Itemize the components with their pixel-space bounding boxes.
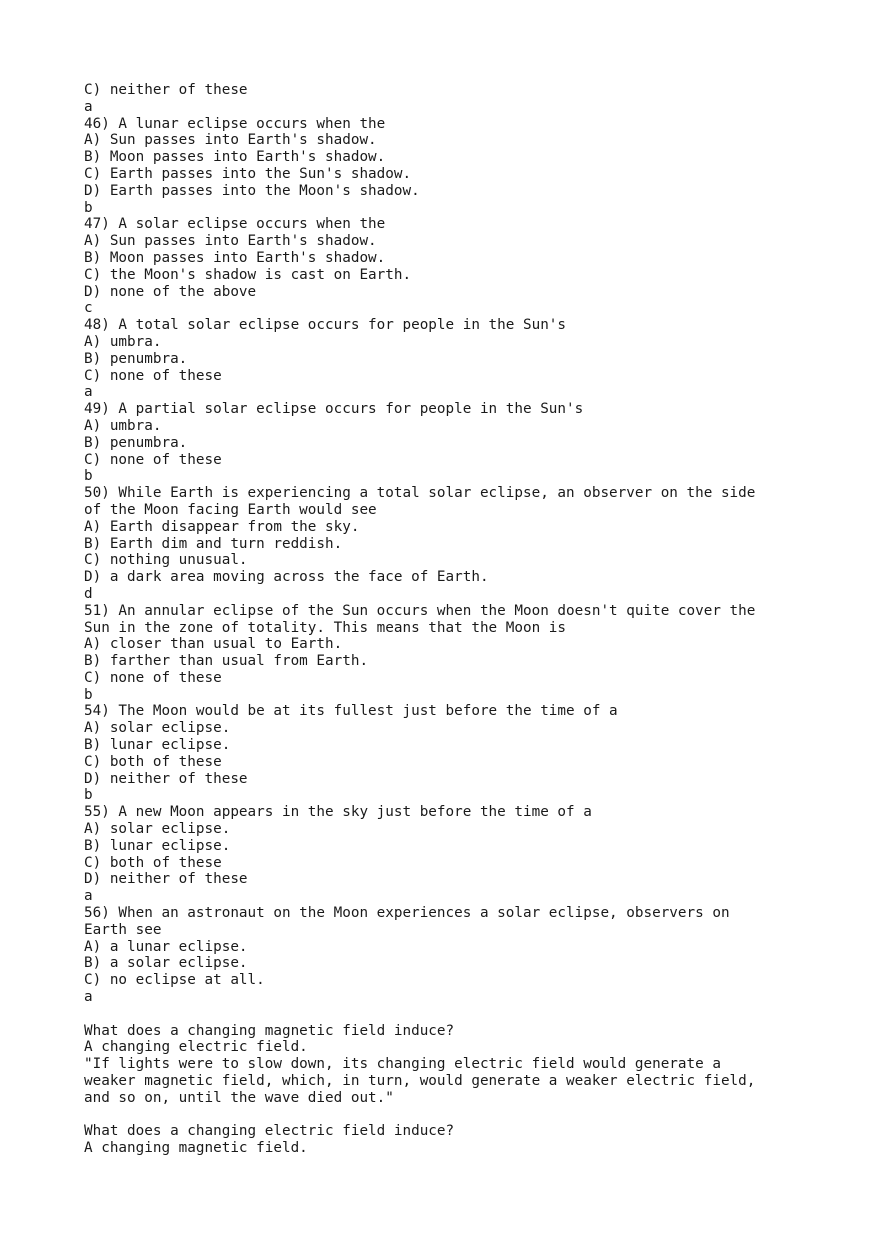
- text-line: C) both of these: [84, 753, 222, 770]
- text-line: c: [84, 300, 93, 317]
- text-line: 47) A solar eclipse occurs when the: [84, 216, 386, 233]
- text-line: C) nothing unusual.: [84, 552, 248, 569]
- document-page: [84, 82, 864, 1157]
- text-line: C) neither of these: [84, 82, 248, 98]
- text-line: A changing magnetic field.: [84, 1140, 308, 1157]
- text-line: D) none of the above: [84, 283, 257, 300]
- text-line: A) umbra.: [84, 333, 162, 350]
- text-line: B) penumbra.: [84, 434, 188, 451]
- text-line: A) solar eclipse.: [84, 720, 231, 737]
- text-line: Sun in the zone of totality. This means that the Moon is: [84, 619, 567, 636]
- blank-line: [84, 1107, 864, 1124]
- text-line: B) farther than usual from Earth.: [84, 653, 369, 670]
- text-line: B) Moon passes into Earth's shadow.: [84, 149, 386, 166]
- text-line: 54) The Moon would be at its fullest just before the time of a: [84, 703, 618, 720]
- text-line: b: [84, 686, 93, 703]
- text-line: D) Earth passes into the Moon's shadow.: [84, 182, 420, 199]
- text-line: B) lunar eclipse.: [84, 737, 231, 754]
- text-line: "If lights were to slow down, its changing electric field would generate a: [84, 1056, 721, 1073]
- text-line: A) a lunar eclipse.: [84, 938, 248, 955]
- text-line: a: [84, 384, 93, 401]
- text-line: What does a changing magnetic field induce?: [84, 1022, 455, 1039]
- text-line: D) a dark area moving across the face of Earth.: [84, 569, 489, 586]
- text-line: weaker magnetic field, which, in turn, would generate a weaker electric field,: [84, 1073, 756, 1090]
- text-line: C) the Moon's shadow is cast on Earth.: [84, 266, 412, 283]
- text-line: A) closer than usual to Earth.: [84, 636, 343, 653]
- blank-line: [84, 1006, 864, 1023]
- text-line: 55) A new Moon appears in the sky just before the time of a: [84, 804, 592, 821]
- text-line: B) lunar eclipse.: [84, 837, 231, 854]
- text-line: What does a changing electric field induce?: [84, 1123, 455, 1140]
- text-line: A) Earth disappear from the sky.: [84, 518, 360, 535]
- text-line: C) none of these: [84, 669, 222, 686]
- text-line: A) solar eclipse.: [84, 821, 231, 838]
- text-line: a: [84, 888, 93, 905]
- text-line: C) both of these: [84, 854, 222, 871]
- text-line: C) no eclipse at all.: [84, 972, 265, 989]
- text-line: 48) A total solar eclipse occurs for people in the Sun's: [84, 317, 567, 334]
- text-line: B) Earth dim and turn reddish.: [84, 535, 343, 552]
- text-line: a: [84, 989, 93, 1006]
- text-line: B) penumbra.: [84, 350, 188, 367]
- text-line: b: [84, 199, 93, 216]
- text-line: b: [84, 787, 93, 804]
- text-line: and so on, until the wave died out.": [84, 1089, 394, 1106]
- text-line: A) umbra.: [84, 417, 162, 434]
- text-line: B) a solar eclipse.: [84, 955, 248, 972]
- text-line: C) none of these: [84, 451, 222, 468]
- text-line: 56) When an astronaut on the Moon experiences a solar eclipse, observers on: [84, 905, 730, 922]
- text-line: 46) A lunar eclipse occurs when the: [84, 115, 386, 132]
- text-line: C) Earth passes into the Sun's shadow.: [84, 165, 412, 182]
- text-line: 50) While Earth is experiencing a total solar eclipse, an observer on the side: [84, 485, 756, 502]
- text-line: A) Sun passes into Earth's shadow.: [84, 132, 377, 149]
- text-line: A changing electric field.: [84, 1039, 308, 1056]
- text-line: Earth see: [84, 921, 162, 938]
- text-line: C) none of these: [84, 367, 222, 384]
- text-line: of the Moon facing Earth would see: [84, 501, 377, 518]
- text-line: B) Moon passes into Earth's shadow.: [84, 249, 386, 266]
- text-line: D) neither of these: [84, 871, 248, 888]
- text-line: 49) A partial solar eclipse occurs for people in the Sun's: [84, 401, 584, 418]
- text-line: D) neither of these: [84, 770, 248, 787]
- text-line: 51) An annular eclipse of the Sun occurs when the Moon doesn't quite cover the: [84, 602, 756, 619]
- text-line: A) Sun passes into Earth's shadow.: [84, 233, 377, 250]
- text-line: b: [84, 468, 93, 485]
- text-line: a: [84, 98, 93, 115]
- text-line: d: [84, 585, 93, 602]
